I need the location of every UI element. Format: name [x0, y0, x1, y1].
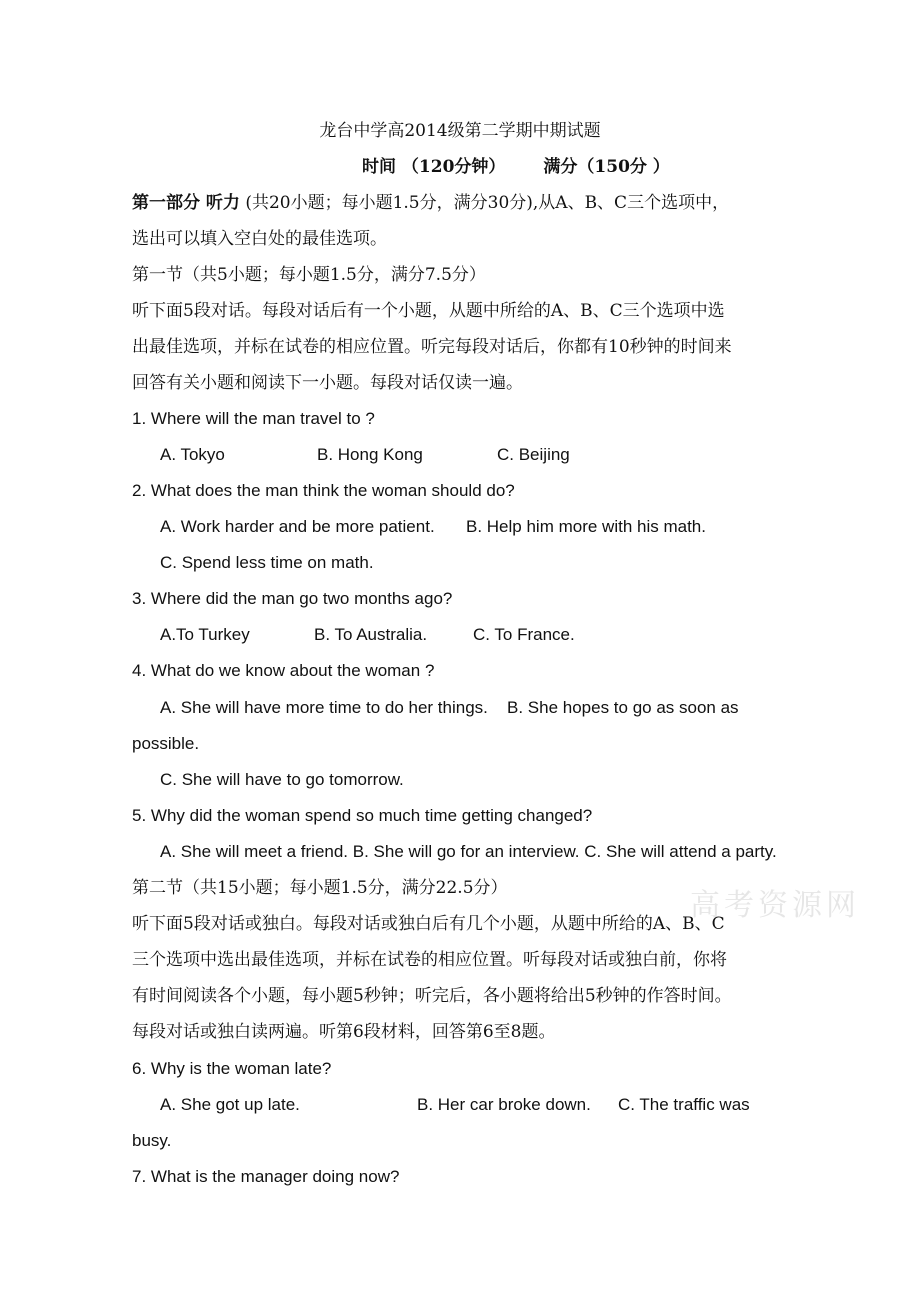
section1-directions-line: 听下面5段对话。每段对话后有一个小题，从题中所给的A、B、C三个选项中选: [132, 301, 725, 321]
option: C. Beijing: [497, 445, 570, 464]
exam-title: 龙台中学高2014级第二学期中期试题: [319, 121, 601, 141]
exam-time: 时间 （120分钟）: [362, 157, 506, 177]
option: C. The traffic was: [618, 1095, 750, 1114]
section2-heading: 第二节（共15小题；每小题1.5分，满分22.5分）: [132, 878, 508, 898]
part1-instruction-1: (共20小题；每小题1.5分，满分30分),从A、B、C三个选项中，: [239, 193, 730, 213]
part1-instruction-2: 选出可以填入空白处的最佳选项。: [132, 229, 387, 249]
option: B. She hopes to go as soon as: [507, 698, 739, 717]
option: A. She got up late.: [160, 1095, 300, 1114]
part1-heading: 第一部分 听力: [132, 193, 240, 213]
option: B. Help him more with his math.: [466, 517, 706, 536]
option: C. To France.: [473, 625, 575, 644]
option: A. Tokyo: [160, 445, 225, 464]
option: B. Her car broke down.: [417, 1095, 591, 1114]
question-stem: 4. What do we know about the woman ?: [132, 661, 435, 680]
options-line: A. She will meet a friend. B. She will go for an interview. C. She will attend a party.: [160, 842, 777, 861]
part1-instruction-line-1: [132, 192, 729, 214]
option-continued: possible.: [132, 734, 200, 753]
question-stem: 2. What does the man think the woman should do?: [132, 481, 515, 500]
exam-score: 满分（150分 ）: [543, 157, 670, 177]
option: B. To Australia.: [314, 625, 428, 644]
section2-directions-line: 有时间阅读各个小题，每小题5秒钟；听完后，各小题将给出5秒钟的作答时间。: [132, 986, 732, 1006]
watermark: 高考资源网: [690, 888, 860, 923]
question-stem: 6. Why is the woman late?: [132, 1059, 332, 1078]
option: A.To Turkey: [160, 625, 250, 644]
question-stem: 3. Where did the man go two months ago?: [132, 589, 453, 608]
section1-directions-line: 出最佳选项，并标在试卷的相应位置。听完每段对话后，你都有10秒钟的时间来: [132, 337, 732, 357]
exam-subtitle: [362, 156, 670, 178]
option: C. Spend less time on math.: [160, 553, 374, 572]
question-stem: 7. What is the manager doing now?: [132, 1167, 400, 1186]
option: A. She will have more time to do her things.: [160, 698, 488, 717]
section1-directions-line: 回答有关小题和阅读下一小题。每段对话仅读一遍。: [132, 373, 523, 393]
question-stem: 5. Why did the woman spend so much time getting changed?: [132, 806, 593, 825]
option: B. Hong Kong: [317, 445, 423, 464]
section2-directions-line: 听下面5段对话或独白。每段对话或独白后有几个小题，从题中所给的A、B、C: [132, 914, 725, 934]
question-stem: 1. Where will the man travel to ?: [132, 409, 375, 428]
option: A. Work harder and be more patient.: [160, 517, 435, 536]
option: C. She will have to go tomorrow.: [160, 770, 404, 789]
section2-directions-line: 三个选项中选出最佳选项，并标在试卷的相应位置。听每段对话或独白前，你将: [132, 950, 727, 970]
section1-heading: 第一节（共5小题；每小题1.5分，满分7.5分）: [132, 265, 486, 285]
option-continued: busy.: [132, 1131, 172, 1150]
section2-directions-line: 每段对话或独白读两遍。听第6段材料，回答第6至8题。: [132, 1022, 556, 1042]
